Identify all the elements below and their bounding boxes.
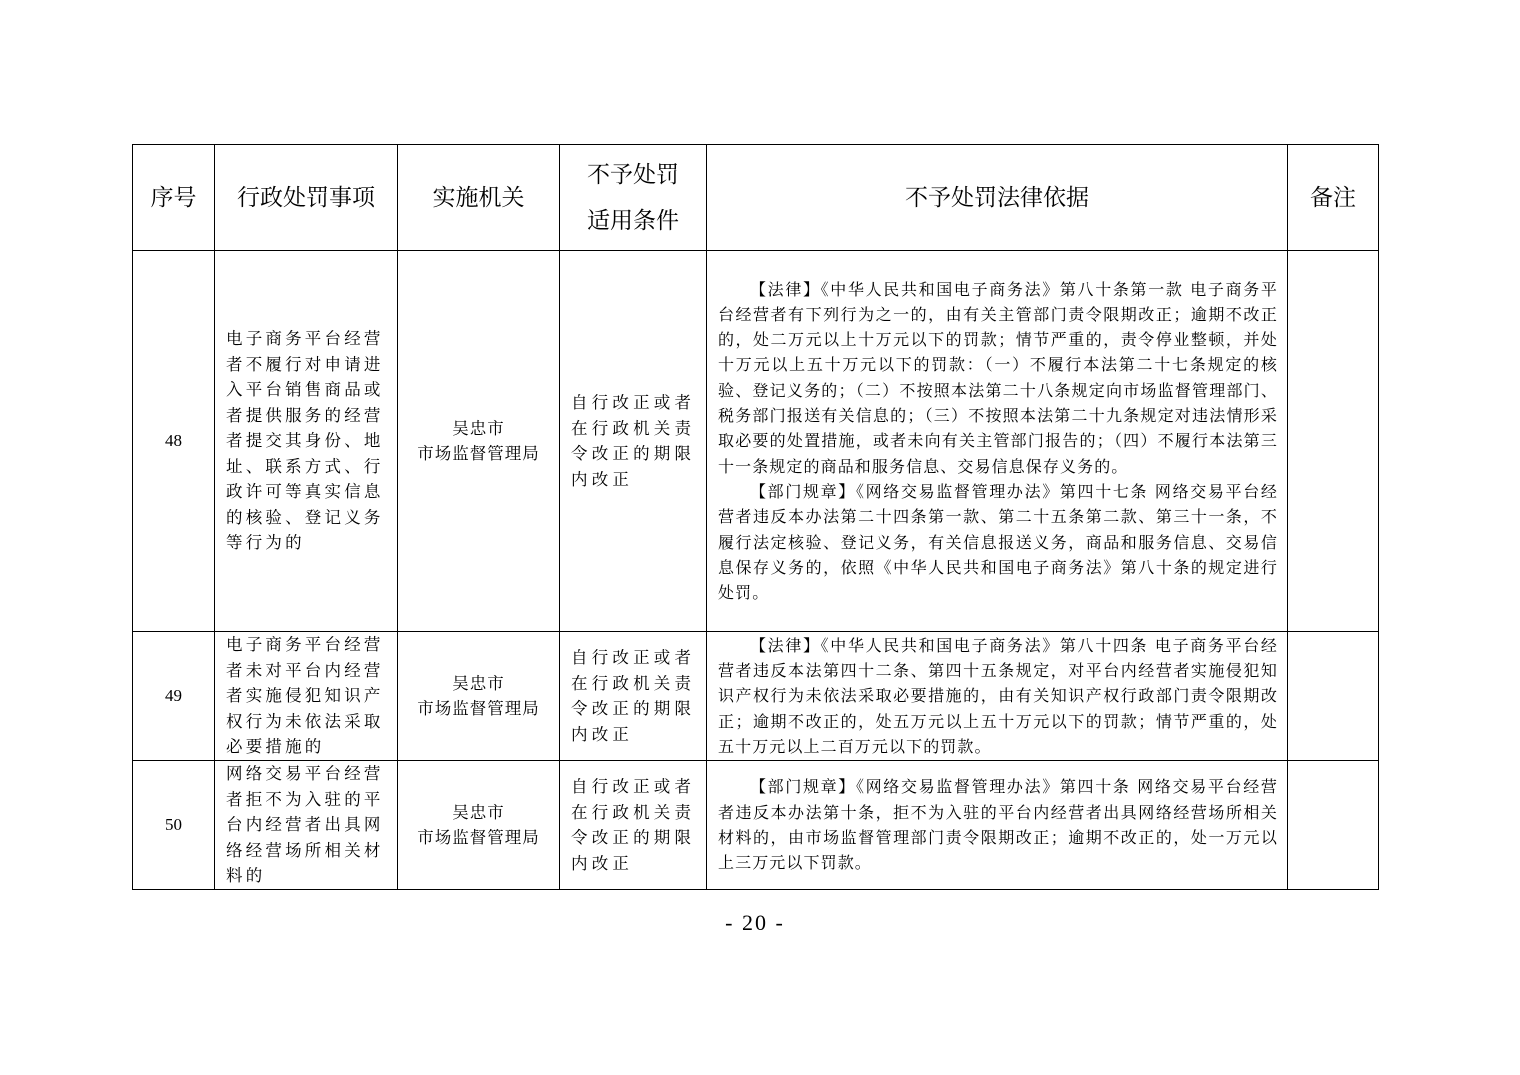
applicable-condition: 自行改正或者在行政机关责令改正的期限内改正 xyxy=(560,761,707,890)
applicable-condition: 自行改正或者在行政机关责令改正的期限内改正 xyxy=(560,632,707,761)
agency-city: 吴忠市 xyxy=(452,419,505,438)
table-row xyxy=(133,761,1379,890)
remark-cell xyxy=(1288,632,1379,761)
header-remark: 备注 xyxy=(1288,145,1379,251)
legal-basis xyxy=(707,761,1288,890)
penalty-item: 电子商务平台经营者不履行对申请进入平台销售商品或者提供服务的经营者提交其身份、地址、联系方式、行政许可等真实信息的核验、登记义务等行为的 xyxy=(215,251,398,632)
agency-name: 市场监督管理局 xyxy=(417,828,540,847)
row-number: 49 xyxy=(133,632,215,761)
legal-basis-paragraph: 【法律】《中华人民共和国电子商务法》第八十四条 电子商务平台经营者违反本法第四十二条、第四十五条规定，对平台内经营者实施侵犯知识产权行为未依法采取必要措施的，由有关知识产权行政部门责令限期改正；逾期不改正的，处五万元以上五十万元以下的罚款；情节严重的，处五十万元以上二百万元以下的罚款。 xyxy=(718,635,1278,756)
row-number: 48 xyxy=(133,251,215,632)
legal-basis xyxy=(707,632,1288,761)
penalty-table xyxy=(132,144,1379,890)
header-no: 序号 xyxy=(133,145,215,251)
legal-basis-paragraph: 【法律】《中华人民共和国电子商务法》第八十条第一款 电子商务平台经营者有下列行为之一的，由有关主管部门责令限期改正；逾期不改正的，处二万元以上十万元以下的罚款；情节严重的，责令停业整顿，并处十万元以上五十万元以下的罚款：（一）不履行本法第二十七条规定的核验、登记义务的；（二）不按照本法第二十八条规定向市场监督管理部门、税务部门报送有关信息的；（三）不按照本法第二十九条规定对违法情形采取必要的处置措施，或者未向有关主管部门报告的；（四）不履行本法第三十一条规定的商品和服务信息、交易信息保存义务的。 xyxy=(718,279,1278,476)
header-condition-line2: 适用条件 xyxy=(587,207,679,234)
agency-city: 吴忠市 xyxy=(452,674,505,693)
agency-city: 吴忠市 xyxy=(452,803,505,822)
penalty-item: 网络交易平台经营者拒不为入驻的平台内经营者出具网络经营场所相关材料的 xyxy=(215,761,398,890)
row-number: 50 xyxy=(133,761,215,890)
header-basis: 不予处罚法律依据 xyxy=(707,145,1288,251)
implementing-agency xyxy=(398,251,560,632)
header-condition-line1: 不予处罚 xyxy=(587,161,679,188)
legal-basis-paragraph: 【部门规章】《网络交易监督管理办法》第四十七条 网络交易平台经营者违反本办法第二十四条第一款、第二十五条第二款、第三十一条，不履行法定核验、登记义务，有关信息报送义务，商品和服务信息、交易信息保存义务的，依照《中华人民共和国电子商务法》第八十条的规定进行处罚。 xyxy=(718,481,1278,603)
legal-basis-paragraph: 【部门规章】《网络交易监督管理办法》第四十条 网络交易平台经营者违反本办法第十条，拒不为入驻的平台内经营者出具网络经营场所相关材料的，由市场监督管理部门责令限期改正；逾期不改正的，处一万元以上三万元以下罚款。 xyxy=(718,777,1278,873)
implementing-agency xyxy=(398,632,560,761)
table-row xyxy=(133,632,1379,761)
page-number: - 20 - xyxy=(725,910,785,935)
header-row xyxy=(133,145,1379,251)
header-org: 实施机关 xyxy=(398,145,560,251)
table-row xyxy=(133,251,1379,632)
remark-cell xyxy=(1288,251,1379,632)
header-condition xyxy=(560,145,707,251)
applicable-condition: 自行改正或者在行政机关责令改正的期限内改正 xyxy=(560,251,707,632)
agency-name: 市场监督管理局 xyxy=(417,699,540,718)
implementing-agency xyxy=(398,761,560,890)
legal-basis xyxy=(707,251,1288,632)
remark-cell xyxy=(1288,761,1379,890)
agency-name: 市场监督管理局 xyxy=(417,444,540,463)
header-item: 行政处罚事项 xyxy=(215,145,398,251)
penalty-item: 电子商务平台经营者未对平台内经营者实施侵犯知识产权行为未依法采取必要措施的 xyxy=(215,632,398,761)
